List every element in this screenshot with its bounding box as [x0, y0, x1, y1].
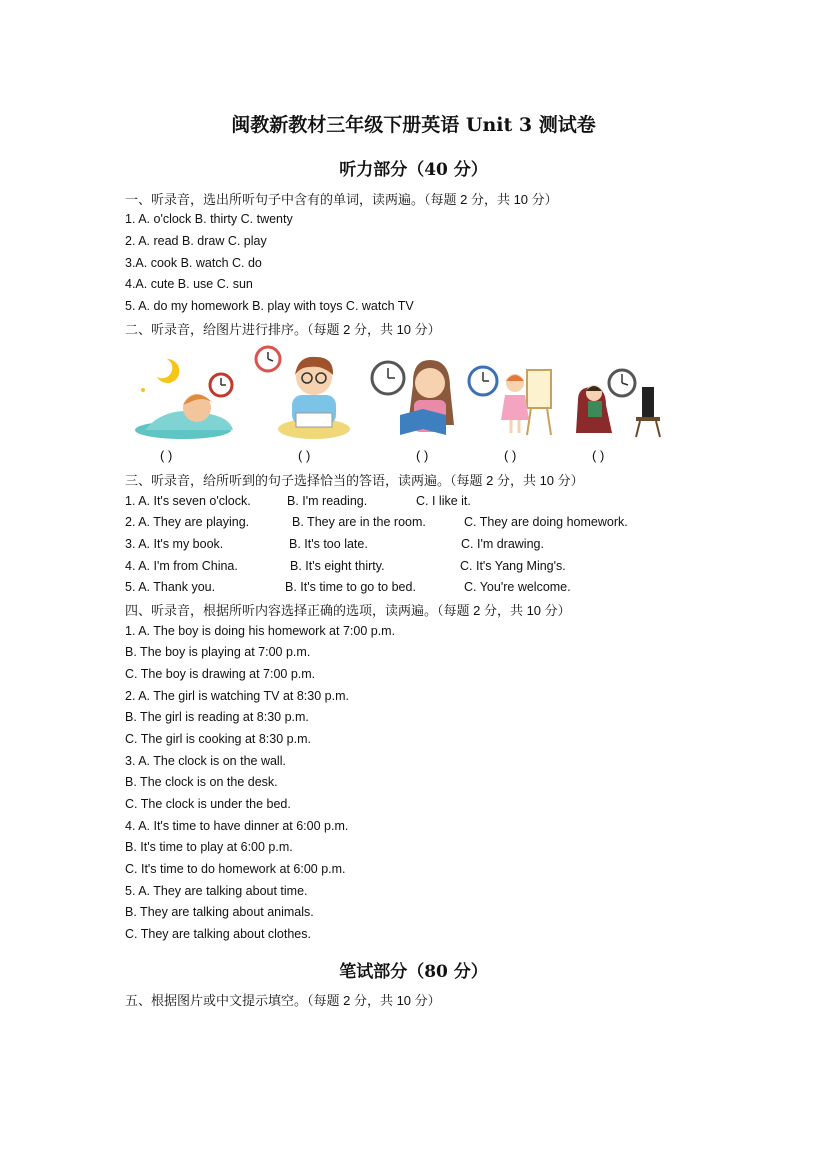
girl-painting-picture: [465, 345, 560, 440]
part3-option-c: C. It's Yang Ming's.: [460, 559, 566, 573]
page-title: 闽教新教材三年级下册英语 Unit 3 测试卷: [231, 114, 596, 136]
part3-option-a: 2. A. They are playing.: [125, 515, 250, 529]
part4-line: C. The girl is cooking at 8:30 p.m.: [125, 732, 311, 746]
part1-instruction: 一、听录音，选出所听句子中含有的单词，读两遍。（每题 2 分，共 10 分）: [125, 192, 558, 207]
part5-instruction: 五、根据图片或中文提示填空。（每题 2 分，共 10 分）: [125, 993, 441, 1008]
part3-option-b: B. It's too late.: [289, 537, 368, 551]
boy-watching-tv-picture: [570, 345, 665, 440]
part3-option-a: 5. A. Thank you.: [125, 580, 216, 594]
part1-item: 1. A. o'clock B. thirty C. twenty: [125, 212, 293, 226]
part3-option-b: B. They are in the room.: [292, 515, 426, 529]
part4-line: C. It's time to do homework at 6:00 p.m.: [125, 862, 346, 876]
part4-instruction: 四、听录音，根据所听内容选择正确的选项，读两遍。（每题 2 分，共 10 分）: [125, 603, 571, 618]
part4-line: B. It's time to play at 6:00 p.m.: [125, 840, 293, 854]
part4-line: C. The boy is drawing at 7:00 p.m.: [125, 667, 316, 681]
moon-icon: [157, 359, 179, 383]
part4-line: B. They are talking about animals.: [125, 905, 314, 919]
part4-line: B. The boy is playing at 7:00 p.m.: [125, 645, 311, 659]
part3-option-b: B. I'm reading.: [287, 494, 368, 508]
part1-item: 5. A. do my homework B. play with toys C. watch TV: [125, 299, 414, 313]
order-blank[interactable]: ( ): [504, 448, 517, 463]
part4-line: 1. A. The boy is doing his homework at 7:00 p.m.: [125, 624, 396, 638]
part3-instruction: 三、听录音，给所听到的句子选择恰当的答语，读两遍。（每题 2 分，共 10 分）: [125, 473, 584, 488]
part3-option-c: C. You're welcome.: [464, 580, 571, 594]
part3-option-b: B. It's time to go to bed.: [285, 580, 416, 594]
part4-line: C. The clock is under the bed.: [125, 797, 291, 811]
listening-section-header: 听力部分（40 分）: [339, 160, 488, 180]
part4-line: 5. A. They are talking about time.: [125, 884, 308, 898]
order-blank[interactable]: ( ): [416, 448, 429, 463]
order-blank[interactable]: ( ): [298, 448, 311, 463]
part4-line: C. They are talking about clothes.: [125, 927, 311, 941]
part1-item: 2. A. read B. draw C. play: [125, 234, 267, 248]
part4-line: 4. A. It's time to have dinner at 6:00 p.m.: [125, 819, 349, 833]
part3-option-b: B. It's eight thirty.: [290, 559, 385, 573]
part3-option-a: 4. A. I'm from China.: [125, 559, 238, 573]
part2-instruction: 二、听录音，给图片进行排序。（每题 2 分，共 10 分）: [125, 322, 441, 337]
boy-homework-picture: [250, 345, 350, 440]
part3-option-c: C. They are doing homework.: [464, 515, 628, 529]
part1-item: 3.A. cook B. watch C. do: [125, 256, 262, 270]
order-blank[interactable]: ( ): [160, 448, 173, 463]
part4-line: B. The girl is reading at 8:30 p.m.: [125, 710, 309, 724]
part3-option-a: 3. A. It's my book.: [125, 537, 224, 551]
writing-section-header: 笔试部分（80 分）: [339, 962, 488, 982]
part4-line: B. The clock is on the desk.: [125, 775, 278, 789]
girl-reading-picture: [368, 345, 463, 440]
part3-option-c: C. I like it.: [416, 494, 471, 508]
sleeping-child-picture: [135, 345, 240, 440]
order-blank[interactable]: ( ): [592, 448, 605, 463]
part4-line: 2. A. The girl is watching TV at 8:30 p.m.: [125, 689, 349, 703]
part1-item: 4.A. cute B. use C. sun: [125, 277, 253, 291]
part3-option-a: 1. A. It's seven o'clock.: [125, 494, 251, 508]
part3-option-c: C. I'm drawing.: [461, 537, 544, 551]
part4-line: 3. A. The clock is on the wall.: [125, 754, 286, 768]
